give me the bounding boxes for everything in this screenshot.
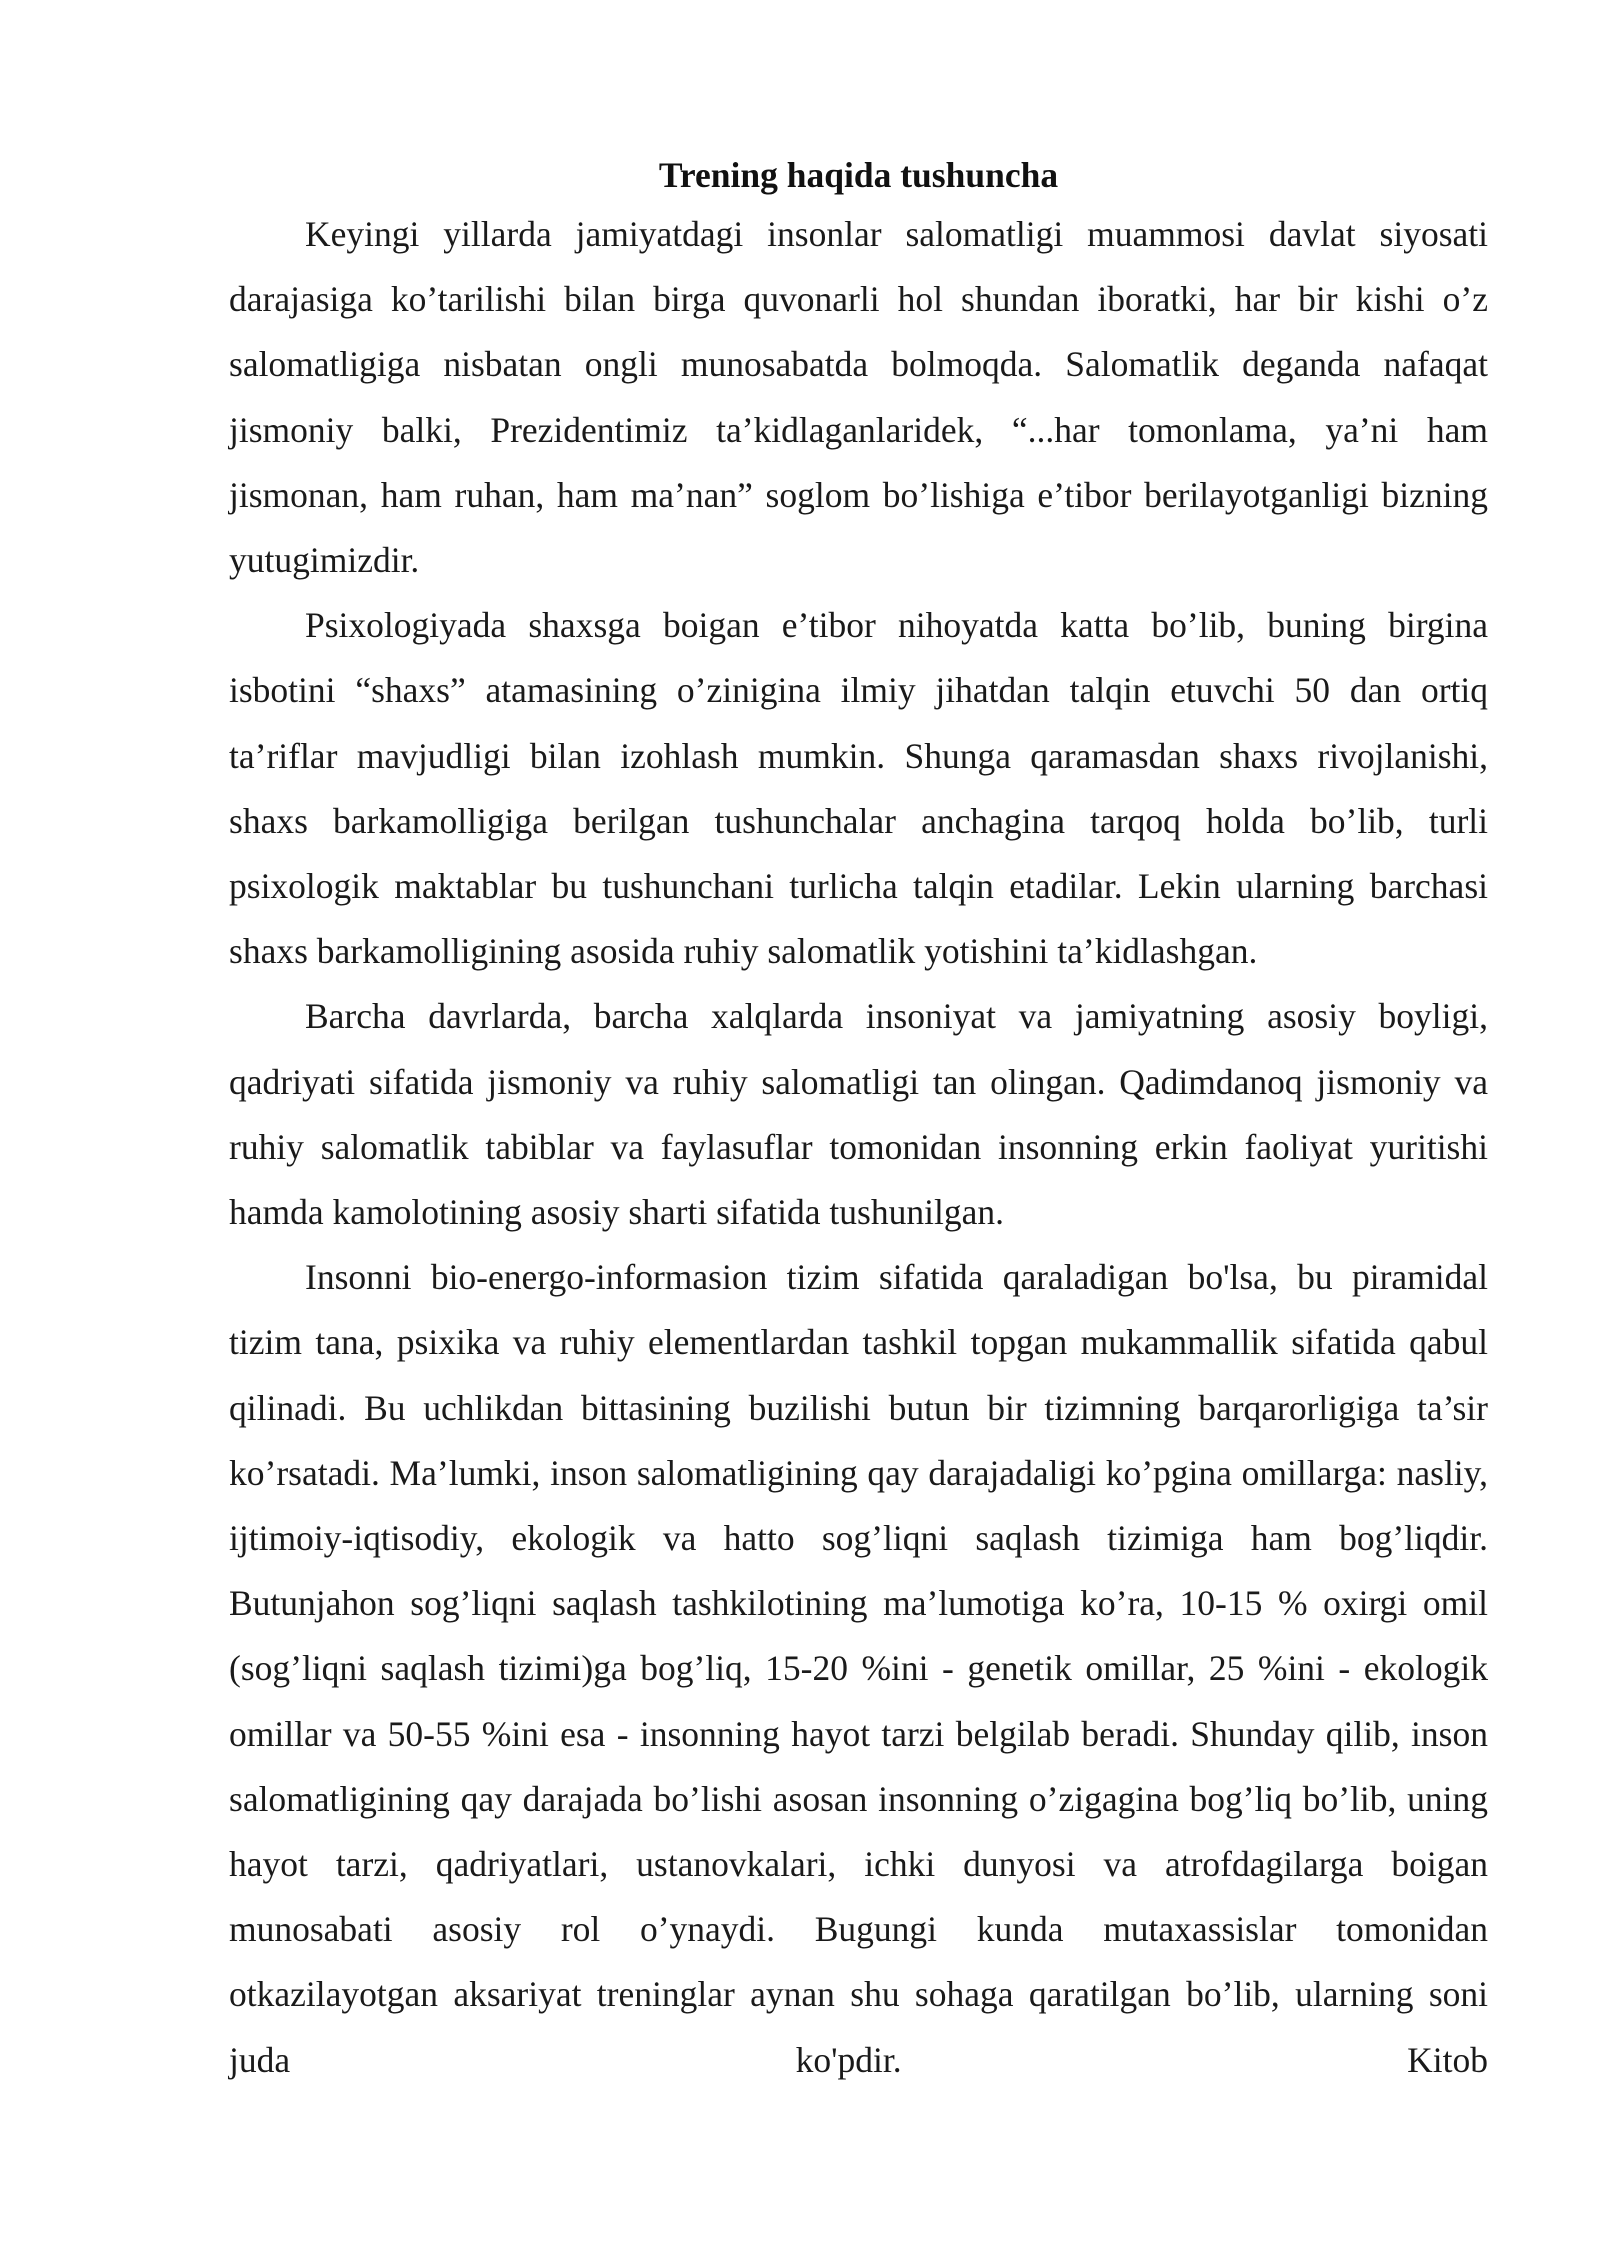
paragraph-2: Psixologiyada shaxsga boigan e’tibor nihoyatda katta bo’lib, buning birgina isbotini “shaxs” atamasining o’zinigina ilmiy jihatdan talqin etuvchi 50 dan ortiq ta’riflar mavjudligi bilan izohlash mumkin. Shunga qaramasdan shaxs rivojlanishi, shaxs barkamolligiga berilgan tushunchalar anchagina tarqoq holda bo’lib, turli psixologik maktablar bu tushunchani turlicha talqin etadilar. Lekin ularning barchasi shaxs barkamolligining asosida ruhiy salomatlik yotishini ta’kidlashgan. — [229, 605, 1488, 972]
paragraph-3: Barcha davrlarda, barcha xalqlarda insoniyat va jamiyatning asosiy boyligi, qadriyati sifatida jismoniy va ruhiy salomatligi tan olingan. Qadimdanoq jismoniy va ruhiy salomatlik tabiblar va faylasuflar tomonidan insonning erkin faoliyat yuritishi hamda kamolotining asosiy sharti sifatida tushunilgan. — [229, 996, 1488, 1233]
paragraph-4: Insonni bio-energo-informasion tizim sifatida qaraladigan bo'lsa, bu piramidal tizim tana, psixika va ruhiy elementlardan tashkil topgan mukammallik sifatida qabul qilinadi. Bu uchlikdan bittasining buzilishi butun bir tizimning barqarorligiga ta’sir ko’rsatadi. Ma’lumki, inson salomatligining qay darajadaligi ko’pgina omillarga: nasliy, ijtimoiy-iqtisodiy, ekologik va hatto sog’liqni saqlash tizimiga ham bog’liqdir. Butunjahon sog’liqni saqlash tashkilotining ma’lumotiga ko’ra, 10-15 % oxirgi omil (sog’liqni saqlash tizimi)ga bog’liq, 15-20 %ini - genetik omillar, 25 %ini - ekologik omillar va 50-55 %ini esa - insonning hayot tarzi belgilab beradi. Shunday qilib, inson salomatligining qay darajada bo’lishi asosan insonning o’zigagina bog’liq bo’lib, uning hayot tarzi, qadriyatlari, ustanovkalari, ichki dunyosi va atrofdagilarga boigan munosabati asosiy rol o’ynaydi. Bugungi kunda mutaxassislar tomonidan otkazilayotgan aksariyat treninglar aynan shu sohaga qaratilgan bo’lib, ularning soni juda ko'pdir. Kitob — [229, 1257, 1488, 2080]
document-title: Trening haqida tushuncha — [658, 155, 1059, 195]
document-body — [229, 148, 1488, 2093]
paragraph-1: Keyingi yillarda jamiyatdagi insonlar salomatligi muammosi davlat siyosati darajasiga ko’tarilishi bilan birga quvonarli hol shundan iboratki, har bir kishi o’z salomatligiga nisbatan ongli munosabatda bolmoqda. Salomatlik deganda nafaqat jismoniy balki, Prezidentimiz ta’kidlaganlaridek, “...har tomonlama, ya’ni ham jismonan, ham ruhan, ham ma’nan” soglom bo’lishiga e’tibor berilayotganligi bizning yutugimizdir. — [229, 214, 1488, 581]
